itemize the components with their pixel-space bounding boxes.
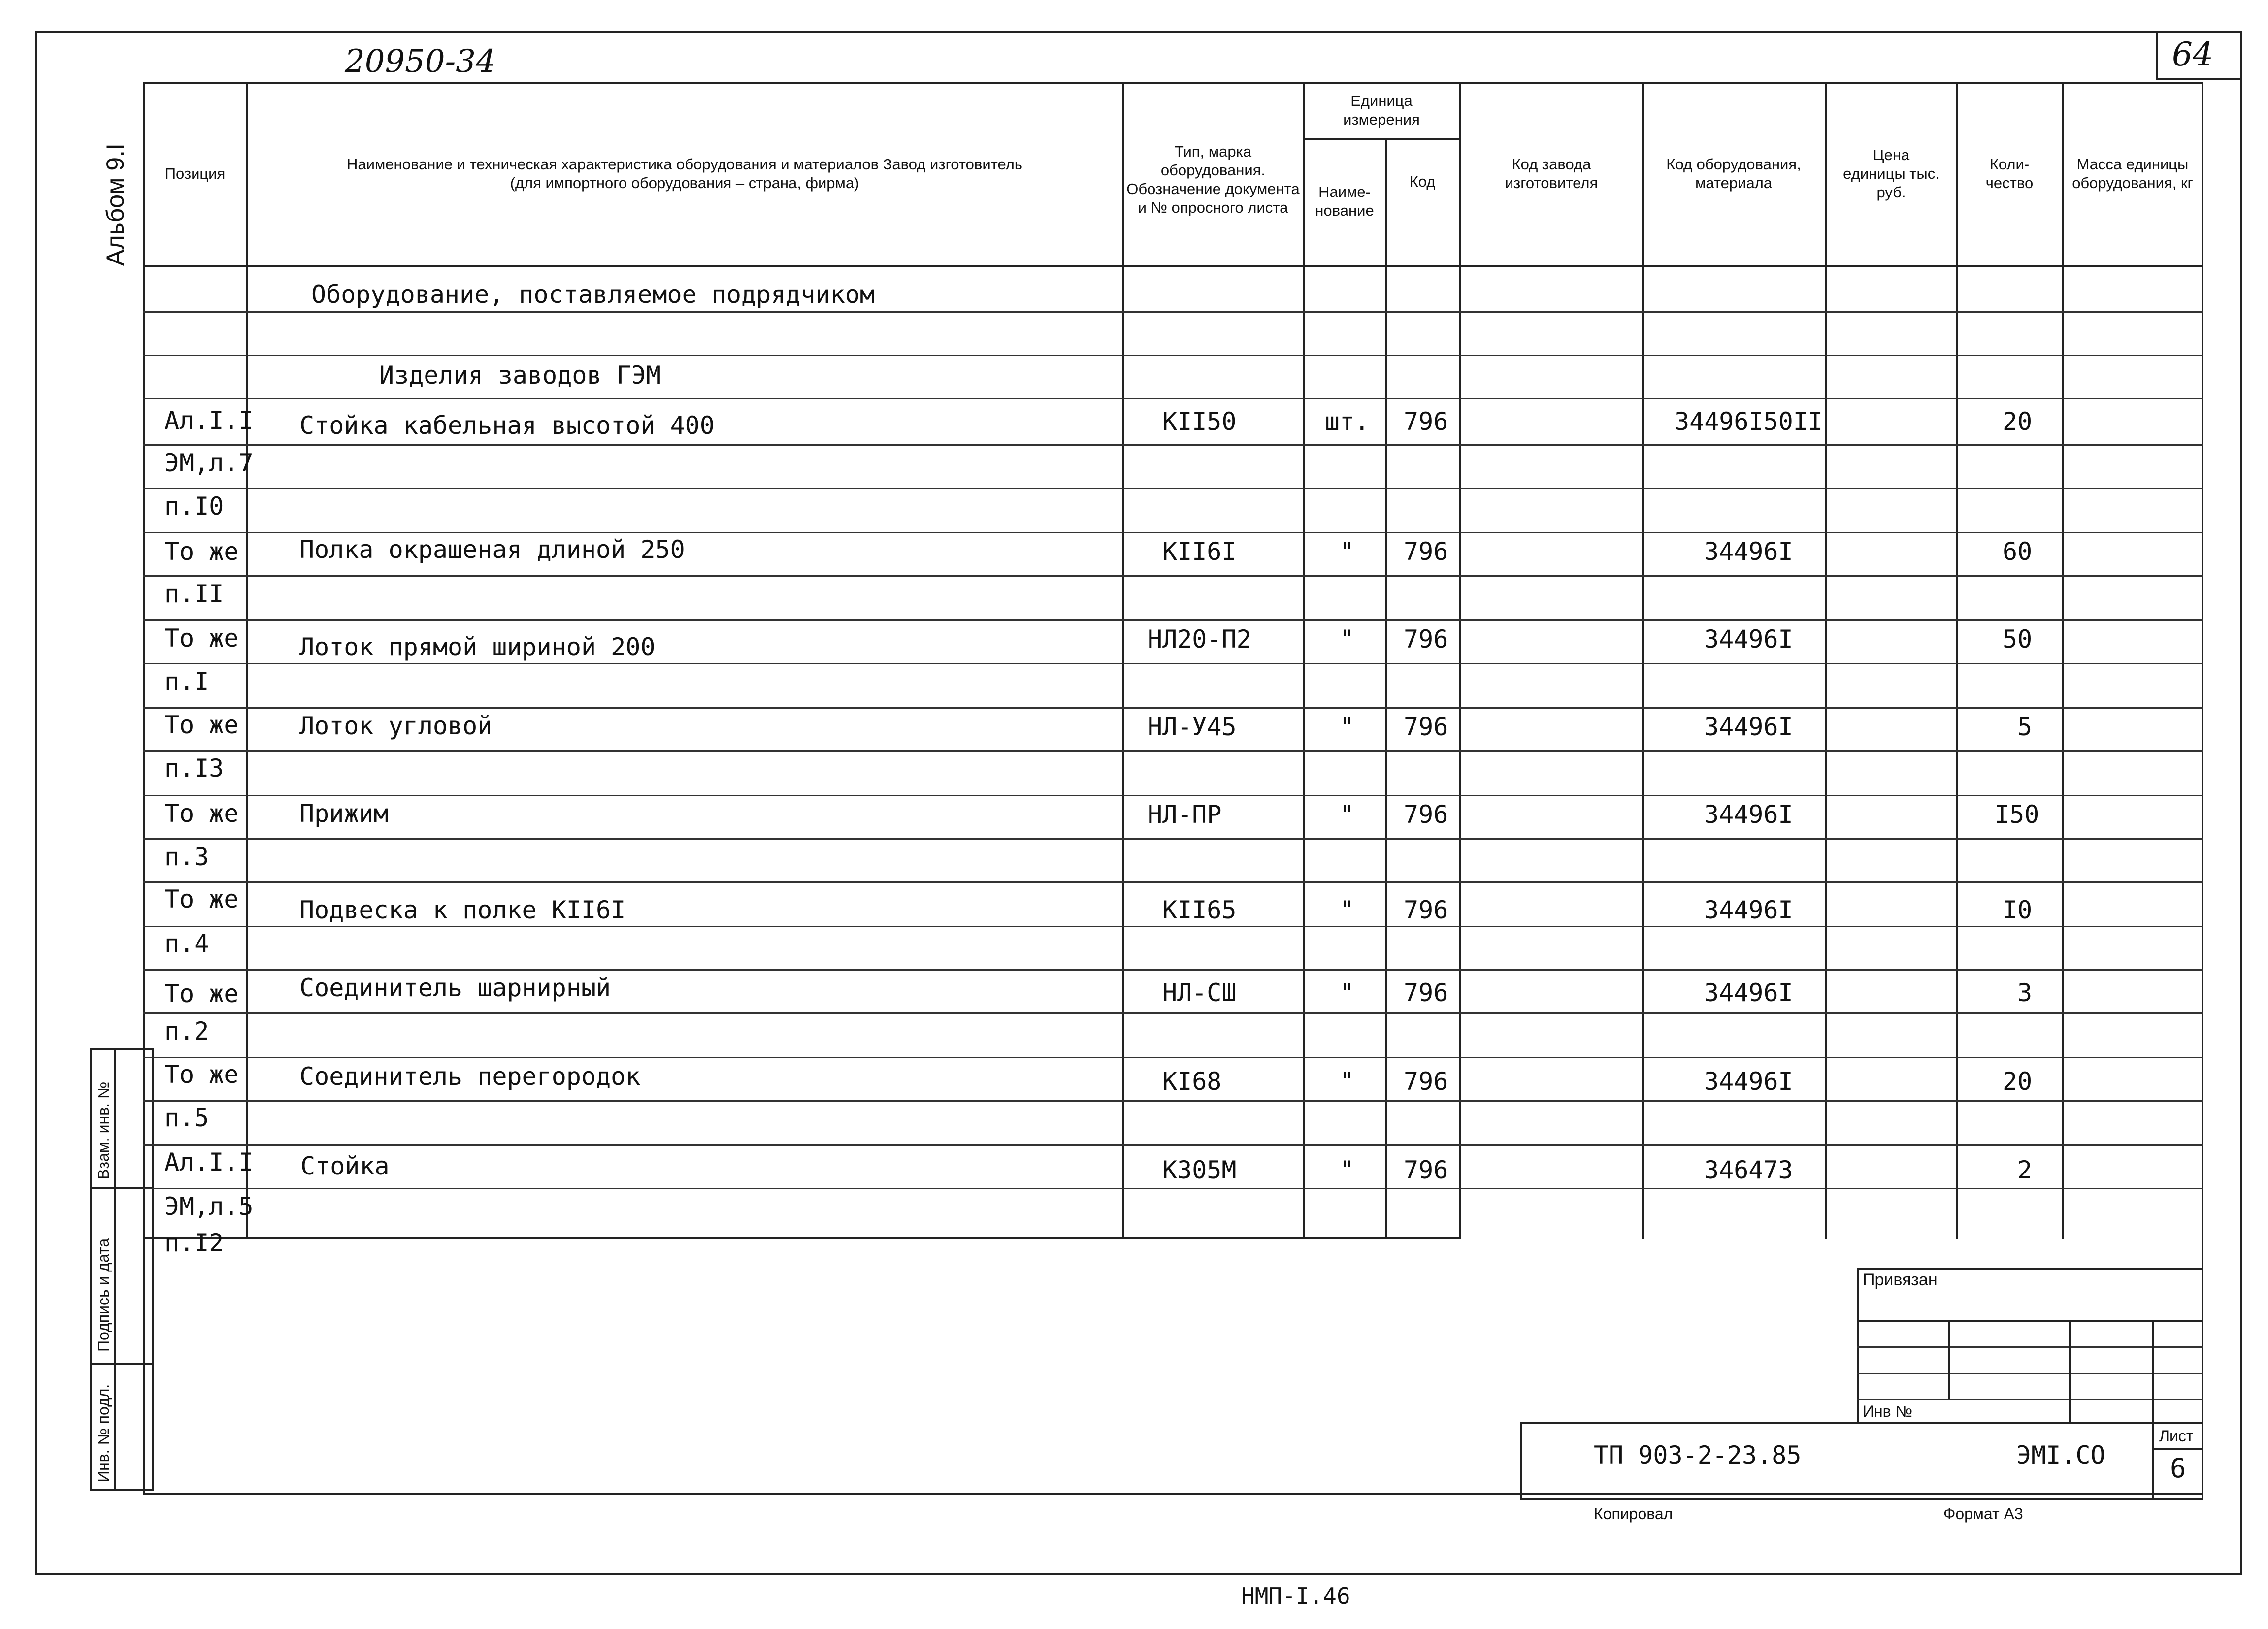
album-label: Альбом 9.I xyxy=(101,143,129,266)
row9-qty: 2 xyxy=(2017,1156,2033,1184)
row3-pos2: п.I xyxy=(164,667,209,696)
row1-equip: 34496I50II xyxy=(1675,407,1823,436)
inv-label: Инв № xyxy=(1863,1402,1912,1420)
row9-name: Стойка xyxy=(300,1152,390,1180)
row2-qty: 60 xyxy=(2003,537,2033,566)
hdr-factory-code: Код завода изготовителя xyxy=(1505,156,1598,192)
hdr-mass: Масса единицы оборудования, кг xyxy=(2072,156,2193,192)
row8-type: КI68 xyxy=(1162,1067,1222,1096)
sheet-top-number: 64 xyxy=(2172,35,2213,73)
nmp-footer: НМП-I.46 xyxy=(1241,1583,1350,1609)
row6-equip: 34496I xyxy=(1704,896,1793,924)
row5-code: 796 xyxy=(1404,800,1448,829)
row4-pos: То же xyxy=(164,711,239,739)
row4-equip: 34496I xyxy=(1704,713,1793,741)
section-gem: Изделия заводов ГЭМ xyxy=(379,361,661,390)
row1-pos2: ЭМ,л.7 xyxy=(164,449,254,477)
linked-block xyxy=(1857,1268,2203,1424)
stamp-replace-inv: Взам. инв. № xyxy=(95,1081,112,1179)
row1-pos: Ал.I.I xyxy=(164,406,254,435)
hdr-qty: Коли-чество xyxy=(1985,156,2034,192)
row2-pos: То же xyxy=(164,537,239,566)
row5-pos: То же xyxy=(164,799,239,828)
hdr-unit-code: Код xyxy=(1409,173,1436,190)
row1-type: КII50 xyxy=(1162,407,1237,436)
row4-name: Лоток угловой xyxy=(299,712,493,740)
row7-name: Соединитель шарнирный xyxy=(299,974,611,1002)
linked-label: Привязан xyxy=(1863,1271,1938,1289)
row8-pos: То же xyxy=(164,1060,239,1089)
row3-equip: 34496I xyxy=(1704,625,1793,653)
row5-type: НЛ-ПР xyxy=(1148,800,1222,829)
row1-qty: 20 xyxy=(2003,407,2033,436)
row7-pos2: п.2 xyxy=(164,1017,209,1045)
row2-pos2: п.II xyxy=(164,580,224,608)
row7-pos: То же xyxy=(164,979,239,1008)
row9-type: К305М xyxy=(1162,1156,1237,1184)
row9-unit: " xyxy=(1340,1156,1355,1184)
row8-unit: " xyxy=(1340,1067,1355,1096)
sheet-label: Лист xyxy=(2159,1427,2194,1445)
row9-pos2: ЭМ,л.5 xyxy=(164,1192,254,1221)
hdr-price: Цена единицы тыс. руб. xyxy=(1843,146,1939,201)
row5-name: Прижим xyxy=(299,799,389,828)
row4-qty: 5 xyxy=(2017,713,2033,741)
sheet-code: ЭМI.СО xyxy=(2016,1441,2105,1469)
format-label: Формат А3 xyxy=(1943,1505,2023,1523)
row9-pos3: п.I2 xyxy=(164,1229,224,1257)
row5-equip: 34496I xyxy=(1704,800,1793,829)
row6-unit: " xyxy=(1340,896,1355,924)
row8-qty: 20 xyxy=(2003,1067,2033,1096)
row6-name: Подвеска к полке КII6I xyxy=(299,896,626,924)
row3-code: 796 xyxy=(1404,625,1448,653)
row6-type: КII65 xyxy=(1162,896,1237,924)
row1-name: Стойка кабельная высотой 400 xyxy=(299,411,715,440)
row8-code: 796 xyxy=(1404,1067,1448,1096)
row2-type: КII6I xyxy=(1162,537,1237,566)
hdr-unit-name: Наиме-нование xyxy=(1315,183,1374,219)
row2-equip: 34496I xyxy=(1704,537,1793,566)
row1-pos3: п.I0 xyxy=(164,492,224,521)
row9-pos: Ал.I.I xyxy=(164,1148,254,1176)
sheet-number: 6 xyxy=(2170,1453,2186,1484)
row2-unit: " xyxy=(1340,537,1355,566)
hdr-equip-code: Код оборудования, материала xyxy=(1666,156,1801,192)
row2-name: Полка окрашеная длиной 250 xyxy=(299,535,685,564)
row5-qty: I50 xyxy=(1995,800,2039,829)
row7-type: НЛ-СШ xyxy=(1162,978,1237,1007)
row8-pos2: п.5 xyxy=(164,1104,209,1132)
row4-pos2: п.I3 xyxy=(164,754,224,782)
hdr-unit-group: Единица измерения xyxy=(1343,92,1420,128)
row4-type: НЛ-У45 xyxy=(1148,713,1237,741)
row6-pos: То же xyxy=(164,885,239,913)
row6-qty: I0 xyxy=(2003,896,2033,924)
row3-name: Лоток прямой шириной 200 xyxy=(299,633,656,661)
copied-label: Копировал xyxy=(1594,1505,1673,1523)
row1-unit: шт. xyxy=(1325,407,1370,436)
row9-equip: 346473 xyxy=(1704,1156,1793,1184)
row4-unit: " xyxy=(1340,713,1355,741)
row6-pos2: п.4 xyxy=(164,929,209,958)
row3-type: НЛ20-П2 xyxy=(1148,625,1251,653)
row3-pos: То же xyxy=(164,624,239,652)
doc-code: ТП 903-2-23.85 xyxy=(1594,1441,1802,1469)
hdr-type: Тип, марка оборудования. Обозначение документа и № опросного листа xyxy=(1126,143,1300,216)
row3-unit: " xyxy=(1340,625,1355,653)
hdr-position: Позиция xyxy=(164,165,226,182)
section-contractor: Оборудование, поставляемое подрядчиком xyxy=(311,280,875,309)
doc-ref: 20950-34 xyxy=(345,43,496,80)
row7-unit: " xyxy=(1340,978,1355,1007)
row8-name: Соединитель перегородок xyxy=(299,1062,641,1091)
stamp-inv-orig: Инв. № подл. xyxy=(95,1384,112,1482)
row7-equip: 34496I xyxy=(1704,978,1793,1007)
row1-code: 796 xyxy=(1404,407,1448,436)
row2-code: 796 xyxy=(1404,537,1448,566)
row7-qty: 3 xyxy=(2017,978,2033,1007)
row8-equip: 34496I xyxy=(1704,1067,1793,1096)
row3-qty: 50 xyxy=(2003,625,2033,653)
row7-code: 796 xyxy=(1404,978,1448,1007)
row4-code: 796 xyxy=(1404,713,1448,741)
row9-code: 796 xyxy=(1404,1156,1448,1184)
hdr-name: Наименование и техническая характеристика оборудования и материалов Завод изготовитель (для импортного оборудования – страна, фирма) xyxy=(347,156,1022,192)
row5-unit: " xyxy=(1340,800,1355,829)
row6-code: 796 xyxy=(1404,896,1448,924)
stamp-sign-date: Подпись и дата xyxy=(95,1238,112,1352)
row5-pos2: п.3 xyxy=(164,843,209,871)
